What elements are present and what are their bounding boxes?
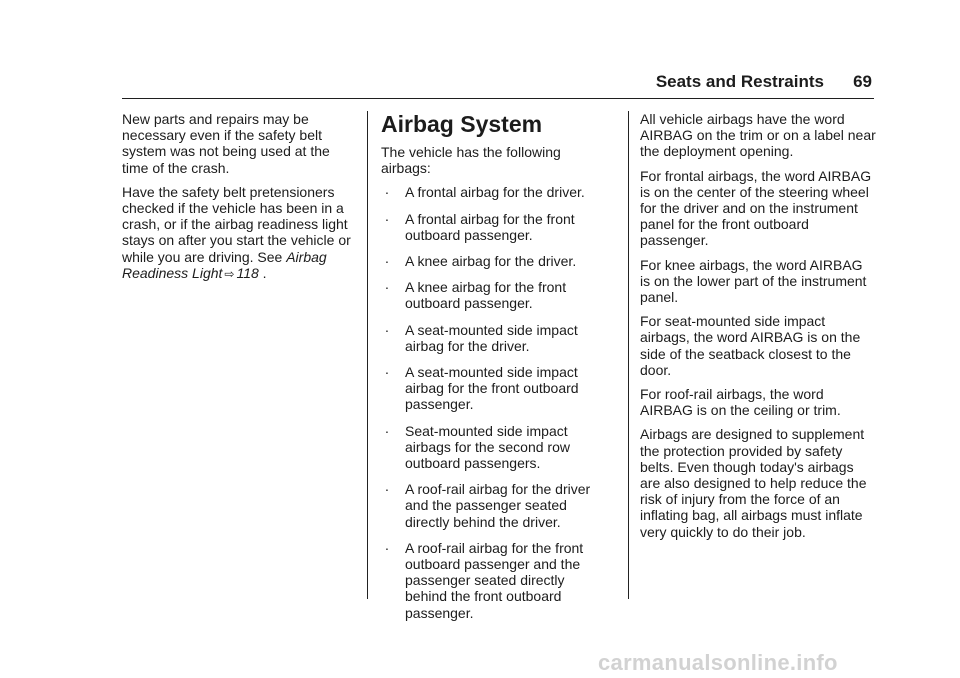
column-right	[640, 111, 876, 548]
bullet-glyph: .	[385, 536, 389, 553]
list-item	[381, 207, 606, 243]
airbag-system-heading: Airbag System	[381, 111, 543, 137]
airbag-list	[381, 181, 606, 621]
column-left	[122, 111, 358, 290]
bullet-glyph: .	[385, 181, 389, 198]
list-item	[381, 478, 606, 530]
reference-page-number[interactable]: 118	[236, 264, 259, 281]
sentence-end: .	[258, 264, 267, 281]
bullet-glyph: .	[385, 419, 389, 436]
column-middle	[381, 111, 606, 631]
page-number: 69	[853, 72, 872, 91]
paragraph-new-parts: New parts and repairs may be necessary even if the safety belt system was not being used at the time of the crash.	[122, 111, 330, 176]
list-item-text: A knee airbag for the front outboard passenger.	[405, 279, 567, 312]
section-title: Seats and Restraints	[655, 72, 824, 91]
bullet-glyph: .	[385, 250, 389, 267]
list-item-text: A roof-rail airbag for the front outboard passenger and the passenger seated directly behind the front outboard passenger.	[405, 539, 584, 621]
bullet-glyph: .	[385, 478, 389, 495]
paragraph-frontal-airbags: For frontal airbags, the word AIRBAG is on the center of the steering wheel for the driver and on the instrument panel for the front outboard passenger.	[640, 167, 872, 249]
column-divider	[367, 111, 368, 599]
list-item-text: A knee airbag for the driver.	[405, 253, 577, 270]
bullet-glyph: .	[385, 207, 389, 224]
list-item	[381, 250, 606, 270]
list-item-text: A seat-mounted side impact airbag for the driver.	[405, 321, 578, 354]
pretensioners-text: Have the safety belt pretensioners checked if the vehicle has been in a crash, or if the airbag readiness light stays on after you start the vehicle or while you are driving. See	[122, 183, 351, 265]
paragraph-airbag-design: Airbags are designed to supplement the protection provided by safety belts. Even though today's airbags are also designed to help reduce the risk of injury from the force of an inflating bag, all airbags must inflate very quickly to do their job.	[640, 426, 867, 540]
paragraph-side-impact-airbags: For seat-mounted side impact airbags, the word AIRBAG is on the side of the seatback closest to the door.	[640, 313, 861, 378]
list-item	[381, 276, 606, 312]
list-item	[381, 318, 606, 354]
page-header	[122, 72, 874, 99]
bullet-glyph: .	[385, 276, 389, 293]
watermark: carmanualsonline.info	[598, 650, 838, 675]
list-item-text: A roof-rail airbag for the driver and the passenger seated directly behind the driver.	[405, 481, 591, 530]
paragraph-airbag-word: All vehicle airbags have the word AIRBAG on the trim or on a label near the deployment opening.	[640, 111, 876, 160]
paragraph-knee-airbags: For knee airbags, the word AIRBAG is on the lower part of the instrument panel.	[640, 256, 867, 306]
list-item	[381, 536, 606, 621]
list-item-text: A frontal airbag for the driver.	[405, 184, 585, 201]
bullet-glyph: .	[385, 318, 389, 335]
list-item-text: Seat-mounted side impact airbags for the second row outboard passengers.	[405, 422, 570, 472]
paragraph-roof-rail-airbags: For roof-rail airbags, the word AIRBAG is on the ceiling or trim.	[640, 386, 841, 419]
column-divider	[628, 111, 629, 599]
reference-arrow-icon: ⇨	[224, 266, 235, 281]
airbag-readiness-light-link[interactable]: Airbag Readiness Light	[122, 248, 327, 281]
list-item-text: A seat-mounted side impact airbag for the front outboard passenger.	[405, 364, 579, 413]
list-item	[381, 419, 606, 472]
list-item-text: A frontal airbag for the front outboard passenger.	[405, 210, 575, 243]
list-item	[381, 181, 606, 201]
paragraph-pretensioners	[122, 184, 358, 282]
bullet-glyph: .	[385, 361, 389, 378]
list-item	[381, 361, 606, 413]
airbags-intro: The vehicle has the following airbags:	[381, 144, 561, 177]
